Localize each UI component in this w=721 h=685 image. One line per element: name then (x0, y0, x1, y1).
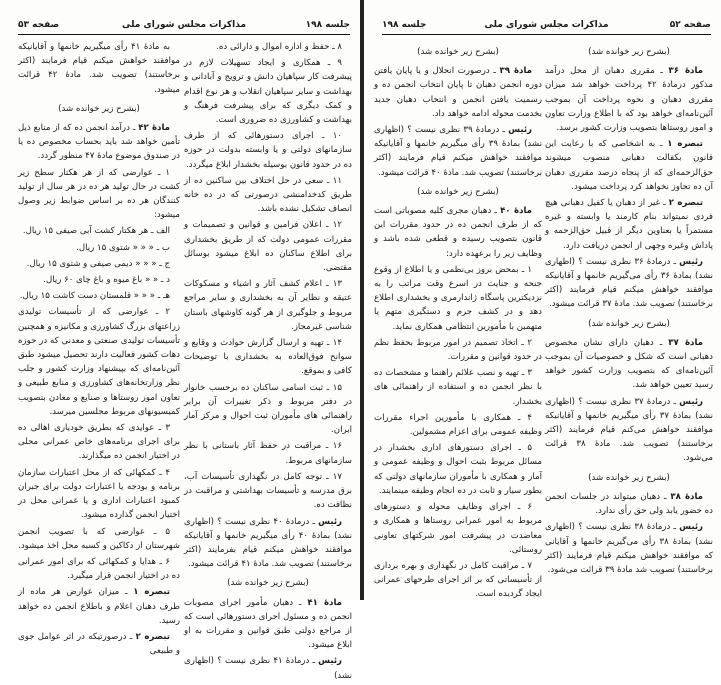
header-title: مذاکرات مجلس شورای ملی (484, 20, 609, 30)
paragraph-label: مادهٔ ۳۸ (670, 491, 703, 502)
paragraph-text: (بشرح زیر خوانده شد) (227, 578, 309, 589)
paragraph-text: ـ درصورت انحلال و یا پایان یافتن دوره انجمن دهبان تا پایان انتخاب انجمن ده و رسمیت یافتن انجمن و انتخاب دهبان جدید بخدمت محوله ادامه خواهد داد. (374, 66, 542, 119)
paragraph-text: ـ درمادهٔ ۴۱ نظری نیست ؟ (اظهاری نشد) (184, 656, 352, 681)
paragraph-label: رئیس (679, 396, 704, 407)
paragraph-text: ۵ ـ اجرای دستورهای اداری بخشدار در مسائل مربوط بثبت احوال و وظیفه عمومی و آمار و همکاری با مأموران سازمانهای دولتی که بطور سیار و ثابت در ده انجام وظیفه مینمایند. (374, 443, 542, 496)
paragraph (18, 121, 180, 164)
reading-note (374, 185, 542, 199)
paragraph (18, 224, 180, 238)
page-header (382, 20, 711, 35)
paragraph-text: هـ ـ « « « قلمستان دست کاشت ۱۵ ریال. (19, 291, 170, 302)
paragraph-text: (بشرح زیر خوانده شد) (417, 47, 499, 57)
paragraph-label: تبصره ۲ (668, 198, 703, 209)
paragraph-text: ـ مقرری دهبان از محل درآمد مذکور درمادهٔ ۴۲ پرداخت خواهد شد میزان مقرری دهبان و نحوه پرداخت آن بموجب آئین‌نامه‌ای خواهد بود که با اطلاع وزارت تعاون و امور روستاها بتصویب وزارت کشور برسد. (545, 66, 713, 134)
page-number: صفحه ۵۳ (18, 20, 60, 30)
paragraph-text: ـ درآمد انجمن ده که از منابع ذیل تأمین خواهد شد باید بحساب مخصوص ده یا در صندوق موضوع مادهٔ ۴۷ منظور گردد. (18, 123, 180, 162)
paragraph-text: (بشرح زیر خوانده شد) (58, 103, 140, 114)
paragraph-text: ۱۶ ـ مراقبت در حفظ آثار باستانی با نظر سازمانهای مربوط. (184, 441, 352, 466)
paragraph-text: ۱۵ ـ ثبت اسامی ساکنان ده برحسب خانوار در دفتر مربوط و ذکر تغییرات آن برابر راهنمائی های مأموران ثبت احوال و مرکز آمار ایران. (184, 382, 352, 436)
paragraph (18, 166, 180, 223)
paragraph (18, 257, 180, 271)
paragraph-label: مادهٔ ۴۲ (138, 123, 170, 134)
paragraph-label: مادهٔ ۳۶ (668, 66, 703, 77)
paragraph (18, 273, 180, 287)
text-column-left (374, 40, 542, 604)
page-number: صفحه ۵۲ (669, 20, 711, 30)
paragraph (184, 336, 352, 379)
paragraph-text: ب ـ « « « شتوی ۱۵ ریال. (76, 242, 170, 253)
paragraph-text: (بشرح زیر خوانده شد) (588, 47, 670, 57)
paragraph (545, 490, 713, 518)
paragraph-text: ـ دهبان میتواند در جلسات انجمن ده حضور یابد ولی حق رأی ندارد. (545, 491, 713, 517)
text-column-left (18, 40, 180, 660)
paragraph (545, 255, 713, 312)
paragraph-text: ـ درمادهٔ ۳۷ نظری نیست ؟ (اظهاری نشد) بمادهٔ ۳۷ رأی میگیریم خانمها و آقایانیکه موافقند خواهش می‌کنم قیام فرمایند (اکثر برخاستند) تصویب شد. مادهٔ ۳۸ قرائت می‌شود. (545, 396, 713, 464)
paragraph (184, 470, 352, 513)
paragraph-text: ۲ ـ عوارضی که از تأسیسات تولیدی زراعتهای بزرگ کشاورزی و مکانیزه و همچنین تأسیسات تولیدی صنعتی و معدنی که در حوزه دهات کشور فعالیت دارند تحصیل میشود طبق آئین‌نامه‌ای که بپیشنهاد وزارت کشور و جلب نظر وزارتخانه‌های کشاورزی و منابع طبیعی و تعاون امور روستاها و صنایع و معادن بتصویب کمیسیونهای مربوط مجلسین میرسد. (18, 307, 180, 417)
paragraph-text: ۱۴ ـ تهیه و ارسال گزارش حوادث و وقایع و سوانح فوق‌العاده به بخشداری با توضیحات کافی و بموقع. (184, 338, 352, 377)
paragraph-label: رئیس (508, 125, 533, 136)
paragraph-label: مادهٔ ۴۱ (307, 597, 342, 608)
paragraph (374, 500, 542, 557)
paragraph-text: به مادهٔ ۴۱ رأی میگیریم خانمها و آقایانیکه موافقند خواهش میکنم قیام فرمایند (اکثر برخاستند) تصویب شد. مادهٔ ۴۲ قرائت میشود. (18, 42, 180, 95)
paragraph-text: ۵ ـ عوارضی که با تصویب انجمن شهرستان از دکاکین و کسبه محل اخذ میشود. (18, 526, 180, 551)
paragraph-text: د ـ « « باغ میوه و باغ چای ۶۰ ریال. (43, 275, 170, 286)
paragraph-label: تبصره ۲ (135, 631, 171, 642)
page-header (18, 20, 350, 35)
paragraph-text: ـ درمادهٔ ۳۶ نظری نیست ؟ (اظهاری نشد) بمادهٔ ۳۶ رأی می‌گیریم خانمها و آقایانیکه موافقند خواهش میکنم قیام فرمایند (اکثر برخاستند) تصویب شد. مادهٔ ۳۷ قرائت میشود. (545, 256, 713, 310)
paragraph-label: رئیس (318, 656, 343, 667)
session-number: جلسه ۱۹۸ (305, 20, 350, 30)
paragraph (18, 630, 180, 658)
paragraph (18, 466, 180, 523)
paragraph (184, 381, 352, 438)
paragraph-text: ـ دهبان دارای نشان مخصوص دهبانی است که شکل و خصوصیات آن بموجب آئین‌نامه‌ای که بتصویب وزارت کشور خواهد رسید تعیین خواهد شد. (545, 337, 713, 391)
paragraph-text: ۹ ـ همکاری و ایجاد تسهیلات لازم در پیشرفت کار سپاهیان دانش و ترویج و آبادانی و بهداشت و سایر سپاهیان انقلاب و هر نوع اقدام و کمک دیگری که برای پیشرفت فرهنگ و بهداشت و کشاورزی ده ضروری است. (184, 58, 352, 126)
left-page (0, 0, 360, 681)
paragraph (374, 336, 542, 364)
paragraph-text: ۱۰ ـ اجرای دستورهائی که از طرف سازمانهای دولتی و یا وابسته بدولت در حوزه ده در حدود قانون بوسیله بخشدار ابلاغ میگردد. (184, 131, 352, 170)
paragraph-text: ـ به اشخاصی که با رعایت این قانون بکفالت دهبانی منصوب میشوند حق‌الزحمه‌ای که از پنجاه درصد مقرری دهبان آن ده تجاوز نخواهد کرد پرداخت میشود. (545, 139, 713, 192)
paragraph (374, 123, 542, 180)
paragraph (184, 596, 352, 653)
paragraph (374, 411, 542, 439)
paragraph-text: (بشرح زیر خوانده شد) (588, 318, 670, 329)
paragraph (18, 289, 180, 303)
paragraph (184, 277, 352, 334)
paragraph-text: ج ـ « « « دیمی صیفی و شتوی ۱۵ ریال. (26, 258, 170, 269)
paragraph-text: ـ درمادهٔ ۴۰ نظری نیست ؟ (اظهاری نشد) بمادهٔ ۴۰ رأی میگیریم خانمها و آقایانیکه موافقند خواهش میکنم قیام بفرمایند (اکثر برخاستند) تصویب شد. مادهٔ ۴۱ قرائت میشود. (184, 516, 352, 570)
paragraph-text: ۱ ـ عوارضی که از هر هکتار سطح زیر کشت در حال تولید هر ده در هر سال از تولید کنندگان هر ده بر اساس ضوابط زیر وصول میشود: (18, 167, 180, 221)
paragraph (18, 585, 180, 628)
paragraph (374, 366, 542, 409)
paragraph (18, 525, 180, 553)
paragraph-text: ۱۲ ـ اعلان فرامین و قوانین و تصمیمات و مقررات عمومی دولت که از طریق بخشداری برای اطلاع ساکنان ده ابلاغ میشود بوسائل مقتضی. (184, 220, 352, 274)
paragraph-text: ـ درمادهٔ ۳۹ نظری نیست ؟ (اظهاری نشد) بمادهٔ ۳۹ رأی میگیریم خانمها و آقایانیکه موافقند خواهش میکنم قیام فرمایند (اکثر برخاستند) تصویب شد. مادهٔ ۴۰ قرائت میشود. (374, 125, 542, 178)
paragraph (18, 241, 180, 255)
paragraph-label: رئیس (679, 256, 704, 267)
paragraph (374, 559, 542, 602)
paragraph-text: ۴ ـ همکاری با مأمورین اجراء مقررات وظیفه عمومی برای اعزام مشمولین. (374, 412, 542, 438)
paragraph-text: ۳ ـ تهیه و نصب علائم راهنما و مشخصات ده با نظر انجمن ده و استفاده از راهنمائی های بخشدار. (374, 368, 542, 407)
paragraph-label: مادهٔ ۴۰ (500, 206, 532, 217)
paragraph-text: ـ درصورتیکه در اثر عوامل جوی و طبیعی (18, 631, 180, 657)
reading-note (184, 576, 352, 590)
paragraph-label: رئیس (679, 522, 704, 533)
paragraph-text: ۱۱ ـ سعی در حل اختلاف بین ساکنین ده از طریق کدخدامنشی درصورتی که در ده خانه انصاف تشکیل نشده باشد. (184, 175, 352, 215)
paragraph-text: ۶ ـ هدایا و کمکهائی که برای امور عمرانی ده در اختیار انجمن قرار میگیرد. (18, 556, 180, 582)
header-title: مذاکرات مجلس شورای ملی (121, 20, 247, 30)
paragraph-text: ـ دهبان مجری کلیه مصوباتی است که از طرف انجمن ده در حدود مقررات این قانون بتصویب رسیده و قطعی شده باشد و وظایف زیر را برعهده دارد: (374, 206, 542, 259)
paragraph-text: الف ـ هر هکتار کشت آبی صیفی ۱۵ ریال. (22, 226, 170, 237)
paragraph-text: ۱ ـ بمحض بروز بی‌نظمی و یا اطلاع از وقوع جنحه و جنایت در اسرع وقت مراتب را به نزدیکترین پاسگاه ژاندارمری و بخشداری اطلاع دهد و در کشف جرم و دستگیری متهم یا متهمین با مأمورین انتظامی همکاری نماید. (374, 264, 542, 332)
paragraph (184, 40, 352, 54)
paragraph (545, 64, 713, 135)
reading-note (18, 102, 180, 116)
paragraph (184, 515, 352, 572)
reading-note (374, 45, 542, 59)
paragraph (545, 395, 713, 466)
reading-note (545, 317, 713, 331)
paragraph (18, 40, 180, 97)
text-column-right (184, 40, 352, 685)
paragraph-text: ۱۳ ـ اعلام کشف آثار و اشیاء و مسکوکات عتیقه و نظایر آن به بخشداری و سایر مراجع مربوط و جلوگیری از هر گونه کاوشهای باستان شناسی غیرمجاز. (184, 279, 352, 332)
paragraph-text: (بشرح زیر خوانده شد) (417, 186, 499, 197)
right-page (364, 0, 721, 600)
session-number: جلسه ۱۹۸ (382, 20, 427, 30)
paragraph-label: مادهٔ ۳۷ (668, 337, 703, 348)
paragraph (545, 520, 713, 577)
paragraph-text: ـ دهبان مأمور اجرای مصوبات انجمن ده و مسئول اجرای دستورهائی است که از مراجع دولتی طبق قوانین و مقررات به او ابلاغ میشود. (184, 597, 352, 651)
text-column-right (545, 40, 713, 579)
paragraph-text: ۸ ـ حفظ و اداره اموال و دارائی ده. (216, 42, 342, 52)
paragraph-text: ۷ ـ مراقبت کامل در نگهداری و بهره برداری از تأسیساتی که بر اثر اجرای طرحهای عمرانی ایجاد گردیده است. (374, 560, 542, 600)
paragraph (18, 555, 180, 583)
paragraph-text: ۶ ـ اجرای وظایف محوله و دستورهای مربوط به امور عمرانی روستاها و همکاری و معاضدت در پیشرفت امور شرکتهای تعاونی روستائی. (374, 502, 542, 555)
paragraph (184, 174, 352, 217)
paragraph-label: رئیس (318, 516, 343, 527)
paragraph (184, 129, 352, 172)
paragraph (184, 439, 352, 467)
reading-note (545, 471, 713, 485)
paragraph (184, 56, 352, 127)
paragraph-text: ۱۷ ـ توجه کامل در نگهداری تأسیسات آب، برق مدرسه و تأسیسات بهداشتی و مراقبت در نظافت ده. (184, 471, 352, 511)
paragraph (545, 196, 713, 253)
paragraph-label: تبصره ۱ (667, 139, 703, 150)
paragraph-text: ۴ ـ کمکهائی که از محل اعتبارات سازمان برنامه و بودجه یا اعتبارات دولت برای جبران کمبود اعتبارات اداری و یا عمرانی محل در اختیار انجمن گذارده میشود. (18, 467, 180, 521)
paragraph (18, 421, 180, 464)
paragraph (184, 218, 352, 275)
paragraph-text: ۲ ـ اتخاذ تصمیم در امور مربوط بحفظ نظم در حدود قوانین و مقررات. (374, 337, 542, 363)
paragraph-label: تبصره ۱ (133, 587, 171, 598)
paragraph-text: ـ درمادهٔ ۳۸ نظری نیست ؟ (اظهاری نشد) بمادهٔ ۳۸ رأی می‌گیریم خانمها و آقایانی که موافقند خواهش میکنم قیام فرمایند (اکثر برخاستند) تصویب شد مادهٔ ۳۹ قرائت می‌شود. (545, 522, 713, 575)
paragraph (374, 204, 542, 261)
paragraph (374, 64, 542, 121)
paragraph-text: ۳ ـ عوایدی که بطریق خودیاری اهالی ده برای اجرای برنامه‌های خاص عمرانی محلی در اختیار انجمن ده میگذارند. (18, 423, 180, 462)
paragraph-text: (بشرح زیر خوانده شد) (588, 472, 670, 483)
reading-note (545, 45, 713, 59)
paragraph (545, 137, 713, 194)
paragraph (184, 654, 352, 682)
paragraph (18, 305, 180, 419)
paragraph-text: ـ غیر از دهبان یا کفیل دهبانی هیچ فردی نمیتواند بنام کارمند یا وابسته و غیره مستمراً یا بعناوین دیگر از قبیل حق‌الزحمه و پاداش وغیره وجهی از انجمن دریافت دارد. (545, 198, 713, 251)
paragraph (374, 441, 542, 498)
paragraph (545, 336, 713, 393)
paragraph-text: ـ میزان عوارض هر ماده از طرف دهبان اعلام و باطلاع انجمن ده خواهد رسید. (18, 587, 180, 626)
paragraph-label: مادهٔ ۳۹ (499, 66, 532, 77)
paragraph (374, 263, 542, 334)
